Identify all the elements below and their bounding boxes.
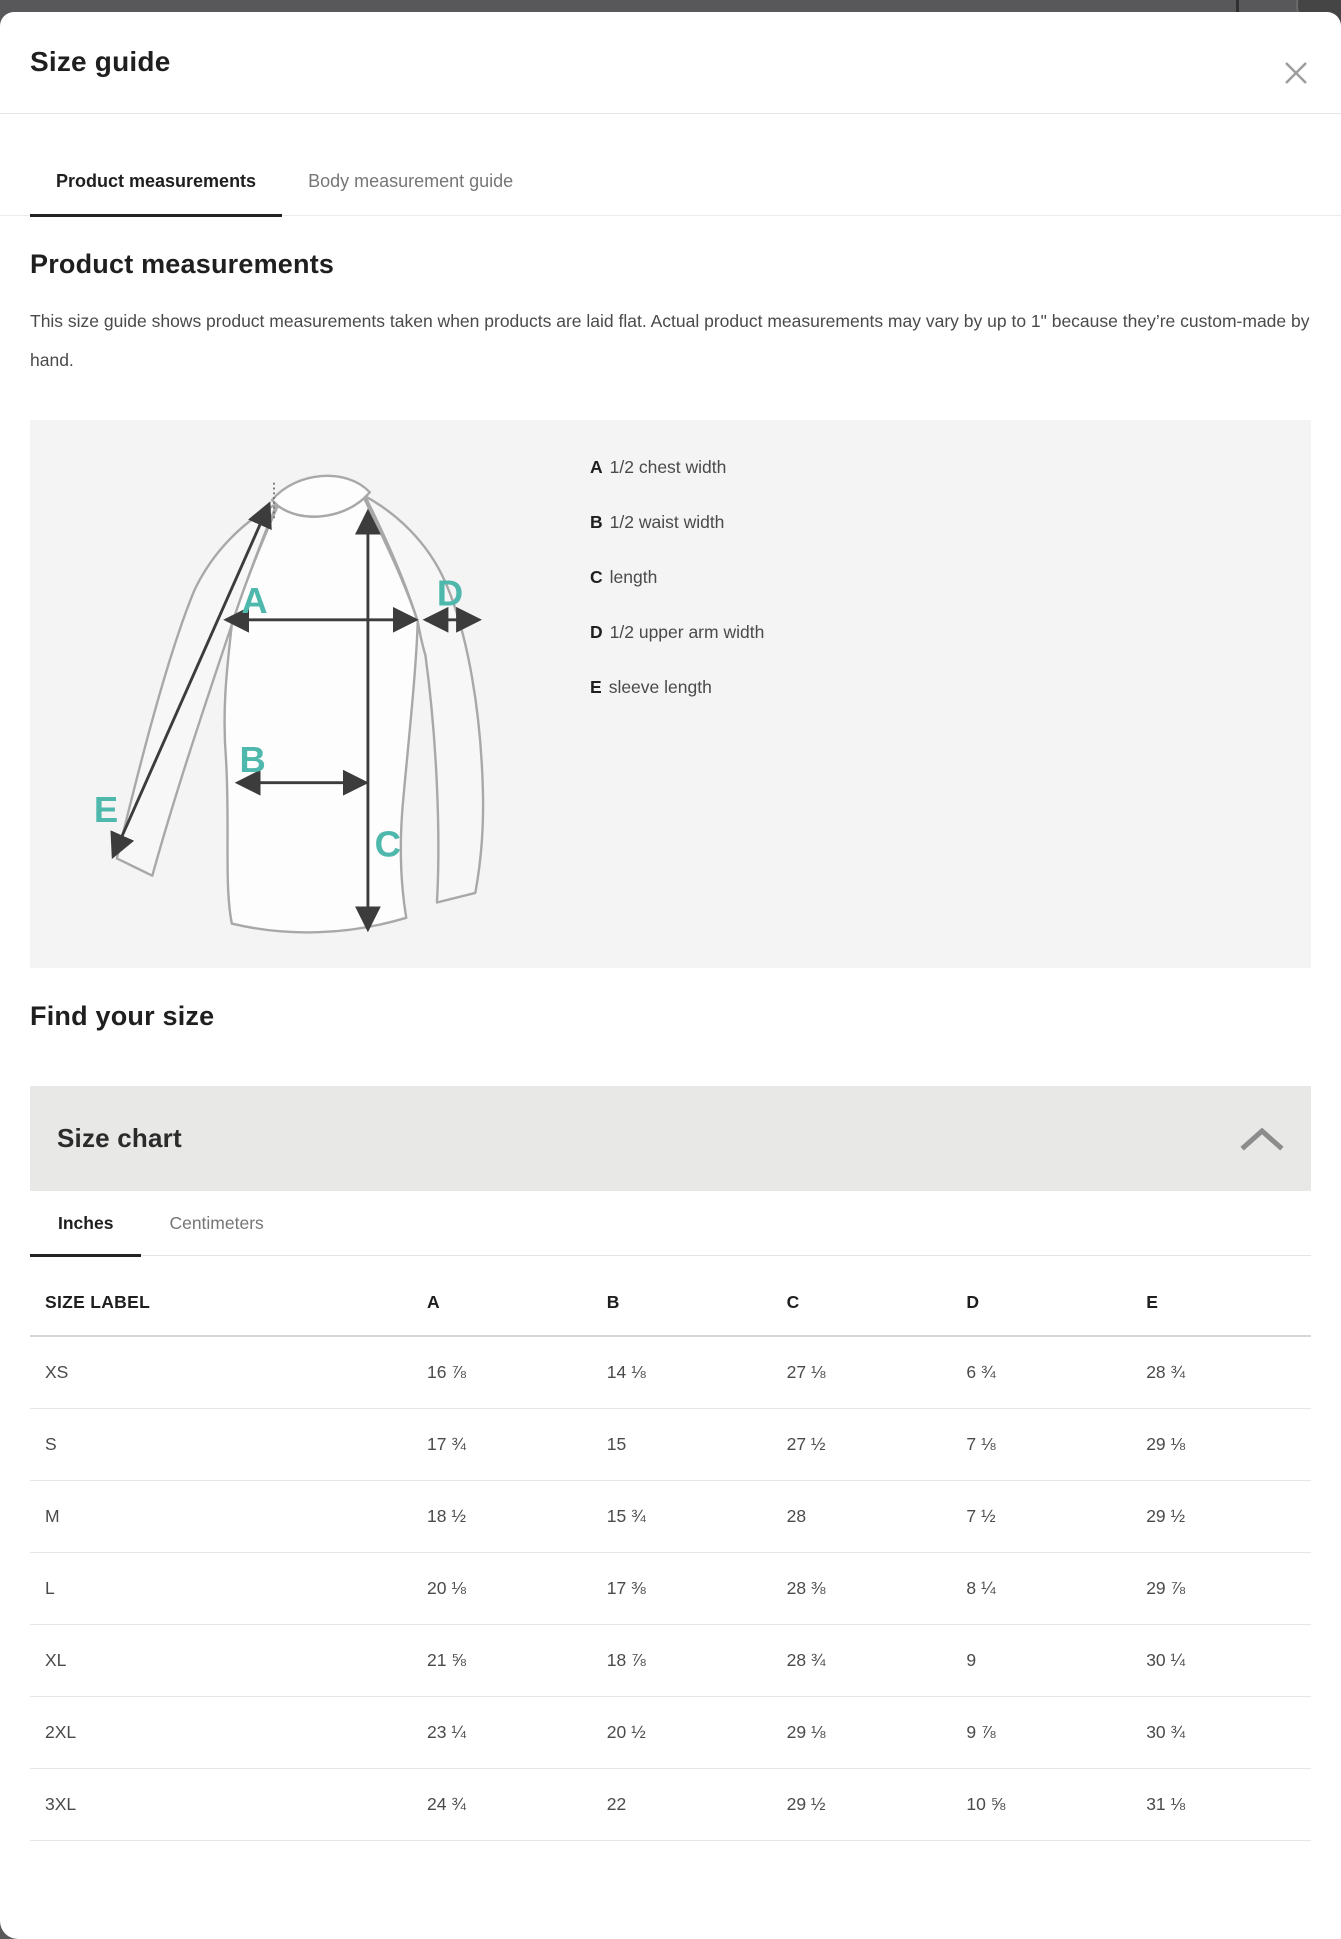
chevron-up-icon bbox=[1240, 1127, 1284, 1151]
size-chart-toggle[interactable] bbox=[30, 1086, 1311, 1191]
diagram-letter-d: D bbox=[436, 572, 464, 614]
measurement-cell: 7 ½ bbox=[951, 1481, 1131, 1553]
diagram-letter-a: A bbox=[241, 580, 268, 622]
tab-centimeters[interactable]: Centimeters bbox=[169, 1213, 264, 1233]
measurement-cell: 20 ½ bbox=[592, 1697, 772, 1769]
measurement-cell: 6 ¾ bbox=[951, 1336, 1131, 1409]
legend-key: D bbox=[590, 622, 603, 642]
table-row bbox=[30, 1336, 1311, 1409]
modal-title: Size guide bbox=[30, 46, 171, 77]
tab-body-measurement-guide[interactable]: Body measurement guide bbox=[308, 171, 514, 191]
table-row bbox=[30, 1697, 1311, 1769]
measurement-cell: 17 ⅜ bbox=[592, 1553, 772, 1625]
measurement-cell: 29 ½ bbox=[1131, 1481, 1311, 1553]
legend-label: 1/2 upper arm width bbox=[609, 622, 765, 642]
modal-content bbox=[0, 246, 1341, 1841]
column-header-size-label: SIZE LABEL bbox=[30, 1256, 412, 1336]
legend-label: 1/2 chest width bbox=[609, 457, 727, 477]
measurement-cell: 24 ¾ bbox=[412, 1769, 592, 1841]
measurement-cell: 7 ⅛ bbox=[951, 1409, 1131, 1481]
column-header-c: C bbox=[772, 1256, 952, 1336]
backdrop-header-divider bbox=[1236, 0, 1239, 12]
measurement-cell: 29 ⅛ bbox=[1131, 1409, 1311, 1481]
product-measurements-description: This size guide shows product measurements taken when products are laid flat. Actual product measurements may vary by up to 1" because they’re custom-made by hand. bbox=[30, 311, 1310, 370]
legend-key: E bbox=[590, 677, 602, 697]
measurement-cell: 29 ⅞ bbox=[1131, 1553, 1311, 1625]
measurement-cell: 30 ¼ bbox=[1131, 1625, 1311, 1697]
size-label-cell: M bbox=[30, 1481, 412, 1553]
column-header-a: A bbox=[412, 1256, 592, 1336]
measurement-cell: 20 ⅛ bbox=[412, 1553, 592, 1625]
legend-item bbox=[590, 440, 764, 495]
tab-product-measurements[interactable]: Product measurements bbox=[30, 114, 282, 217]
measurement-cell: 27 ⅛ bbox=[772, 1336, 952, 1409]
tab-inches[interactable]: Inches bbox=[30, 1191, 141, 1257]
measurement-cell: 9 bbox=[951, 1625, 1131, 1697]
modal-header bbox=[0, 12, 1341, 114]
measurement-cell: 17 ¾ bbox=[412, 1409, 592, 1481]
size-chart-title: Size chart bbox=[57, 1123, 182, 1153]
table-row bbox=[30, 1481, 1311, 1553]
close-button[interactable] bbox=[1279, 56, 1313, 90]
measurement-cell: 14 ⅛ bbox=[592, 1336, 772, 1409]
measurement-cell: 10 ⅝ bbox=[951, 1769, 1131, 1841]
measurement-cell: 16 ⅞ bbox=[412, 1336, 592, 1409]
measurement-cell: 9 ⅞ bbox=[951, 1697, 1131, 1769]
legend-label: length bbox=[609, 567, 658, 587]
table-row bbox=[30, 1409, 1311, 1481]
measurement-diagram-panel bbox=[30, 420, 1311, 968]
measurement-cell: 22 bbox=[592, 1769, 772, 1841]
size-label-cell: 3XL bbox=[30, 1769, 412, 1841]
measurement-cell: 18 ½ bbox=[412, 1481, 592, 1553]
column-header-d: D bbox=[951, 1256, 1131, 1336]
column-header-e: E bbox=[1131, 1256, 1311, 1336]
size-guide-tabs bbox=[0, 114, 1341, 216]
size-label-cell: XS bbox=[30, 1336, 412, 1409]
size-guide-modal bbox=[0, 12, 1341, 1939]
find-your-size-heading: Find your size bbox=[30, 1001, 215, 1031]
measurement-cell: 18 ⅞ bbox=[592, 1625, 772, 1697]
measurement-cell: 31 ⅛ bbox=[1131, 1769, 1311, 1841]
column-header-b: B bbox=[592, 1256, 772, 1336]
measurement-cell: 8 ¼ bbox=[951, 1553, 1131, 1625]
measurement-cell: 29 ⅛ bbox=[772, 1697, 952, 1769]
legend-key: A bbox=[590, 457, 603, 477]
close-icon bbox=[1281, 58, 1311, 88]
measurement-cell: 29 ½ bbox=[772, 1769, 952, 1841]
diagram-letter-c: C bbox=[374, 823, 401, 865]
table-row bbox=[30, 1769, 1311, 1841]
legend-key: B bbox=[590, 512, 603, 532]
legend-key: C bbox=[590, 567, 603, 587]
measurement-cell: 27 ½ bbox=[772, 1409, 952, 1481]
legend-label: 1/2 waist width bbox=[609, 512, 725, 532]
legend-item bbox=[590, 660, 764, 715]
legend-item bbox=[590, 495, 764, 550]
table-row bbox=[30, 1625, 1311, 1697]
size-table bbox=[30, 1256, 1311, 1841]
measurement-cell: 30 ¾ bbox=[1131, 1697, 1311, 1769]
product-measurements-heading: Product measurements bbox=[30, 249, 335, 279]
legend-label: sleeve length bbox=[608, 677, 712, 697]
size-label-cell: 2XL bbox=[30, 1697, 412, 1769]
unit-tabs bbox=[30, 1191, 1311, 1256]
legend-item bbox=[590, 605, 764, 660]
size-label-cell: L bbox=[30, 1553, 412, 1625]
measurement-cell: 28 ¾ bbox=[1131, 1336, 1311, 1409]
legend-item bbox=[590, 550, 764, 605]
table-row bbox=[30, 1553, 1311, 1625]
measurement-legend bbox=[590, 420, 764, 715]
size-label-cell: XL bbox=[30, 1625, 412, 1697]
measurement-cell: 21 ⅝ bbox=[412, 1625, 592, 1697]
diagram-letter-b: B bbox=[239, 739, 266, 781]
diagram-letter-e: E bbox=[93, 789, 119, 830]
measurement-cell: 28 ¾ bbox=[772, 1625, 952, 1697]
measurement-cell: 15 ¾ bbox=[592, 1481, 772, 1553]
table-header-row bbox=[30, 1256, 1311, 1336]
measurement-cell: 28 bbox=[772, 1481, 952, 1553]
shirt-diagram bbox=[90, 454, 550, 954]
size-label-cell: S bbox=[30, 1409, 412, 1481]
measurement-cell: 28 ⅜ bbox=[772, 1553, 952, 1625]
measurement-cell: 23 ¼ bbox=[412, 1697, 592, 1769]
measurement-cell: 15 bbox=[592, 1409, 772, 1481]
